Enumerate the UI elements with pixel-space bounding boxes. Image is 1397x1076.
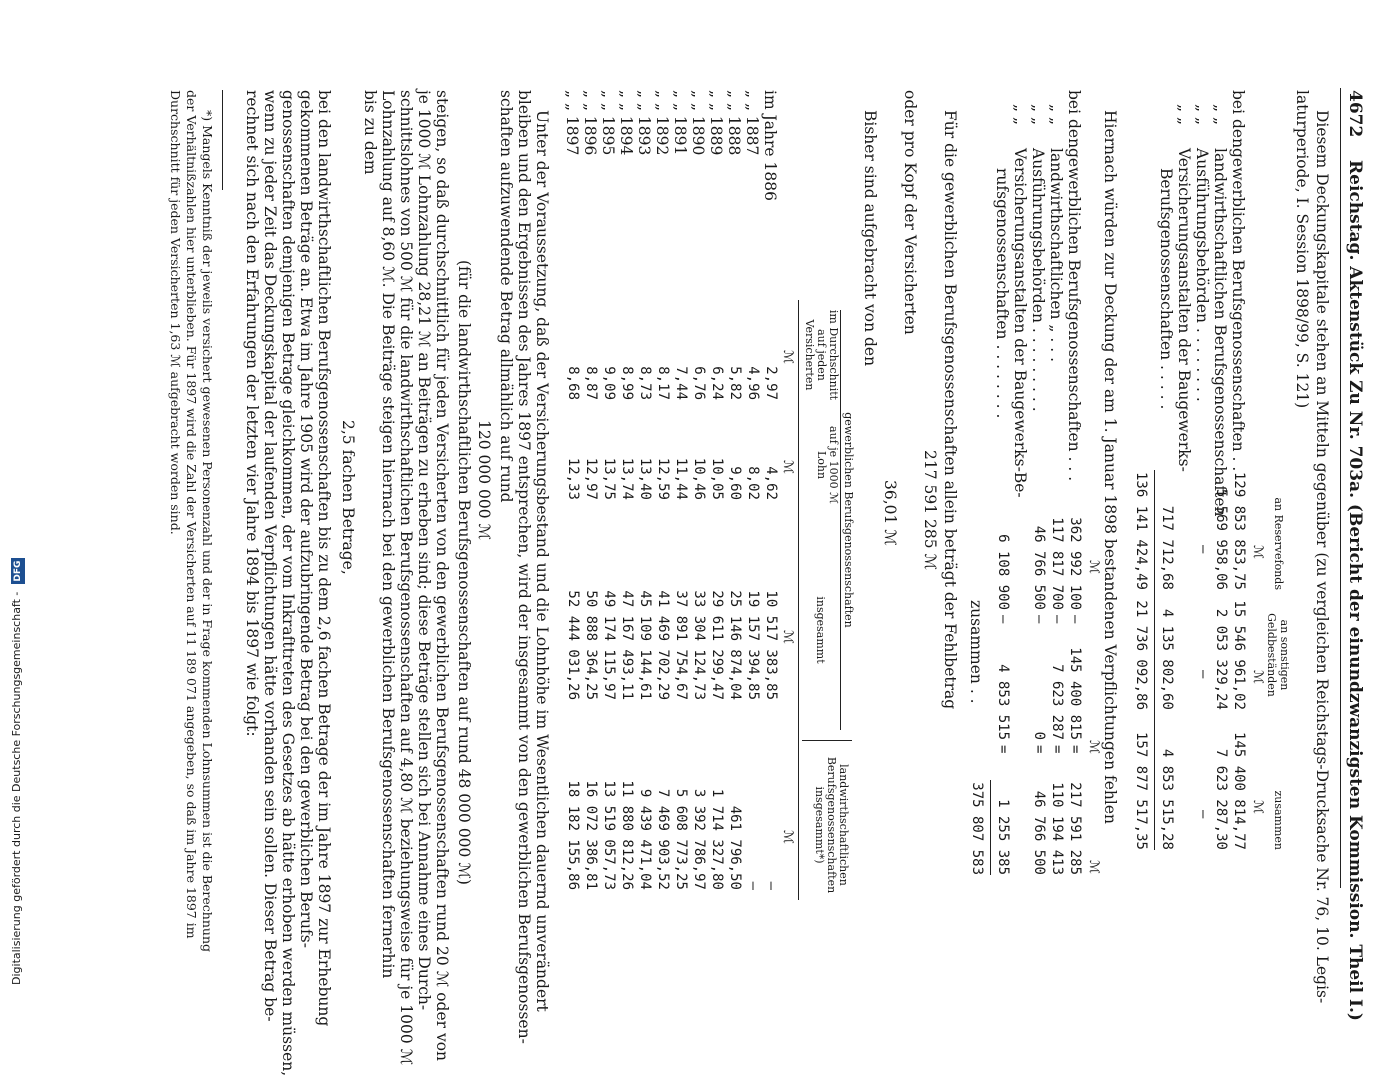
para3-line: steigen, so daß durchschnittlich für jeden Versicherten von den gewerblichen Berufsgenossenschaften rund 20 ℳ oder von: [433, 90, 451, 1062]
row-prefix: bei den: [1229, 90, 1247, 149]
para4-line: gekommenen Beträge an. Etwa im Jahre 1905 wird der aufzubringende Betrag bei den gewerblichen Berufs-: [297, 90, 315, 948]
para4-line: wenn zu jeder Zeit das Deckungskapital der laufenden Verpflichtungen hätte vorhanden sein sollen. Dieser Betrag be-: [261, 90, 279, 1022]
cell-value: 10,46: [691, 457, 707, 500]
row-prefix: „ „: [1193, 104, 1211, 125]
unit-label: ℳ: [1086, 560, 1101, 574]
row-label: rufsgenossenschaften . . . . . . . .: [993, 168, 1011, 419]
unit-label: ℳ: [1250, 670, 1265, 684]
para2-line: bleiben und den Ergebnissen des Jahres 1897 entsprechen, wird der insgesammt von den gewerblichen Berufsgenossen-: [515, 90, 533, 1044]
cell-value: 3 392 786,97: [691, 788, 707, 890]
cell-value: 13 519 057,73: [601, 780, 617, 890]
row-year: „ „ 1889: [707, 90, 725, 156]
row-prefix: „ „: [1175, 104, 1193, 125]
cell-value: 4,62: [763, 466, 779, 500]
table2-intro: Hiernach würden zur Deckung der am 1. Januar 1898 bestandenen Verpflichtungen fehlen: [1101, 110, 1119, 824]
cell-value: 110 194 413: [1049, 782, 1065, 875]
cell-value: 4 135 802,60: [1159, 608, 1175, 710]
para1-amount2: 36,01 ℳ: [881, 480, 899, 546]
cell-op: =: [1031, 745, 1047, 754]
para2-line: schaften aufzuwendende Betrag allmählich auf rund: [497, 90, 515, 503]
row-label: Ausführungsbehörden . . . . . . . . .: [1029, 148, 1047, 412]
cell-value: 6,76: [691, 366, 707, 400]
cell-value: 29 611 299,47: [709, 590, 725, 700]
cell-value: 8,02: [745, 466, 761, 500]
row-year: „ „ 1887: [743, 90, 761, 156]
cell-op: —: [1049, 615, 1065, 624]
cell-value: —: [1195, 545, 1211, 554]
cell-value: 47 167 493,11: [619, 590, 635, 700]
cell-op: —: [1067, 615, 1083, 624]
cell-value: 145 400 815: [1067, 647, 1083, 740]
cell-value: 4,96: [745, 366, 761, 400]
cell-value: 46 766 500: [1031, 790, 1047, 875]
total-value: 21 736 092,86: [1133, 600, 1149, 710]
para3-line: schnittslohnes von 500 ℳ für die landwirthschaftlichen Berufsgenossenschaften auf 4,80 ℳ beziehungsweise für je 1000 ℳ: [397, 90, 415, 1066]
row-year: „ „ 1891: [671, 90, 689, 156]
cell-value: 10 517 383,85: [763, 590, 779, 700]
cell-value: 217 591 285: [1067, 782, 1083, 875]
cell-value: 7 623 287: [1049, 664, 1065, 740]
cell-value: 15 546 961,02: [1231, 600, 1247, 710]
cell-value: 12,97: [583, 457, 599, 500]
amount-48-million: (für die landwirthschaftlichen Berufsgenossenschaften auf rund 48 000 000 ℳ): [455, 260, 473, 885]
row-year: „ „ 1897: [563, 90, 581, 156]
cell-value: —: [1195, 810, 1211, 819]
para1-line2: oder pro Kopf der Versicherten: [901, 90, 919, 335]
footnote-line: Durchschnitt für jeden Versicherten 1,63 ℳ aufgebracht worden sind.: [168, 90, 183, 535]
cell-op: —: [1031, 615, 1047, 624]
cell-value: 13,40: [637, 457, 653, 500]
row-prefix: „ „: [1047, 104, 1065, 125]
cell-value: 4 853 515: [995, 664, 1011, 740]
cell-value: 18 182 155,86: [565, 780, 581, 890]
cell-value: 49 174 115,97: [601, 590, 617, 700]
row-label: Versicherungsanstalten der Baugewerks-: [1175, 148, 1193, 472]
para4-line: genossenschaften demjenigen Betrage gleichkommen, der vom Inkrafttreten des Gesetzes ab hätte erhoben werden müssen,: [279, 90, 297, 1076]
cell-value: 5,82: [727, 366, 743, 400]
row-year: „ „ 1888: [725, 90, 743, 156]
cell-value: 362 992 100: [1067, 517, 1083, 610]
unit-label: ℳ: [1086, 740, 1101, 754]
para4-line: rechnet sich nach den Erfahrungen der letzten vier Jahre 1894 bis 1897 wie folgt:: [243, 90, 261, 737]
para1-amount1: 217 591 285 ℳ: [921, 450, 939, 571]
betrag-label: 2,5 fachen Betrage,: [339, 420, 357, 575]
cell-value: 8,68: [565, 366, 581, 400]
intro-line-2: laturperiode, I. Session 1898/99, S. 121): [1293, 90, 1311, 409]
group-header: gewerblichen Berufsgenossenschaften: [842, 412, 855, 628]
page-title: Reichstag. Aktenstück Zu Nr. 703a. (Bericht der einundzwanzigsten Kommission. Theil I.): [1345, 160, 1365, 1021]
para1-line1: Für die gewerblichen Berufsgenossenschaften allein beträgt der Fehlbetrag: [941, 110, 959, 710]
row-label: gewerblichen Berufsgenossenschaften . .: [1229, 148, 1247, 472]
row-prefix: „ „: [1011, 104, 1029, 125]
cell-value: 12,33: [565, 457, 581, 500]
cell-value: 9 439 471,04: [637, 788, 653, 890]
cell-value: 5 569 958,06: [1213, 488, 1229, 590]
cell-op: =: [1049, 745, 1065, 754]
cell-value: 25 146 874,04: [727, 590, 743, 700]
para2-line: Unter der Voraussetzung, daß der Versicherungsbestand und die Lohnhöhe im Wesentlichen dauernd unverändert: [533, 110, 551, 1012]
cell-value: 1 714 327,80: [709, 788, 725, 890]
cell-value: 13,75: [601, 457, 617, 500]
cell-value: 717 712,68: [1159, 505, 1175, 590]
cell-value: 52 444 031,26: [565, 590, 581, 700]
cell-value: 9,09: [601, 366, 617, 400]
cell-value: 7,44: [673, 366, 689, 400]
cell-value: 0: [1031, 731, 1047, 740]
cell-value: 145 400 814,77: [1231, 731, 1247, 850]
para3-line: je 1000 ℳ Lohnzahlung 28,21 ℳ an Beiträgen zu erheben sind; diese Beträge stellen sich bei Annahme eines Durch-: [415, 90, 433, 1011]
cell-value: 9,60: [727, 466, 743, 500]
cell-op: —: [995, 615, 1011, 624]
dfg-logo-icon: DFG: [11, 558, 25, 584]
unit-label: ℳ: [780, 460, 795, 474]
unit-label: ℳ: [780, 630, 795, 644]
cell-value: 8,73: [637, 366, 653, 400]
para3-line: Lohnzahlung auf 8,60 ℳ. Die Beiträge steigen hiernach bei den gewerblichen Berufsgenossenschaften fernerhin: [379, 90, 397, 979]
cell-value: 50 888 364,25: [583, 590, 599, 700]
cell-value: 11 880 812,26: [619, 780, 635, 890]
col-header-per-capita: im Durchschnitt auf jeden Versicherten: [803, 309, 840, 401]
row-label: landwirthschaftlichen „ . . .: [1047, 148, 1065, 363]
sidebar-credit: [0, 0, 23, 1000]
page-number: 4672: [1345, 90, 1365, 138]
total-label: zusammen . .: [967, 600, 985, 704]
cell-value: —: [745, 881, 761, 890]
intro-line-1: Diesem Deckungskapitale stehen an Mitteln gegenüber (zu vergleichen Reichstags-Drucksache Nr. 76, 10. Legis-: [1313, 110, 1331, 1004]
credit-text: Digitalisierung gefördert durch die Deutsche Forschungsgemeinschaft -: [10, 591, 23, 985]
cell-value: 13,74: [619, 457, 635, 500]
cell-value: 8,99: [619, 366, 635, 400]
row-prefix: bei den: [1065, 90, 1083, 149]
unit-label: ℳ: [780, 350, 795, 364]
cell-value: 33 304 124,73: [691, 590, 707, 700]
cell-value: 16 072 386,81: [583, 780, 599, 890]
cell-value: 129 853 853,75: [1231, 471, 1247, 590]
cell-value: 8,17: [655, 366, 671, 400]
para4-line: bei den landwirthschaftlichen Berufsgenossenschaften bis zu dem 2,6 fachen Betrage der im Jahre 1897 zur Erhebung: [315, 90, 333, 1027]
cell-value: 1 255 385: [995, 799, 1011, 875]
row-year: „ „ 1896: [581, 90, 599, 156]
cell-value: 41 469 702,29: [655, 590, 671, 700]
cell-value: 6,24: [709, 366, 725, 400]
row-year: im Jahre 1886: [761, 90, 779, 201]
footnote-line: *) Mangels Kenntniß der jeweils versichert gewesenen Personenzahl und der in Frage kommenden Lohnsummen ist die Berechnung: [200, 110, 215, 953]
cell-value: 7 623 287,30: [1213, 748, 1229, 850]
row-label: Ausführungsbehörden . . . . . . . .: [1193, 148, 1211, 402]
cell-value: 2,97: [763, 366, 779, 400]
cell-value: 5 608 773,25: [673, 788, 689, 890]
total-value: 157 877 517,35: [1133, 731, 1149, 850]
cell-op: =: [1067, 745, 1083, 754]
cell-value: 8,87: [583, 366, 599, 400]
cell-value: 461 796,50: [727, 805, 743, 890]
unit-label: ℳ: [1086, 860, 1101, 874]
cell-value: 2 053 329,24: [1213, 608, 1229, 710]
col-header-total: zusammen: [1272, 790, 1285, 850]
unit-label: ℳ: [1250, 545, 1265, 559]
cell-value: —: [1195, 670, 1211, 679]
cell-value: 11,44: [673, 457, 689, 500]
unit-label: ℳ: [1250, 800, 1265, 814]
total-value: 375 807 583: [969, 782, 985, 875]
para3-line: bis zu dem: [361, 90, 379, 175]
cell-value: 46 766 500: [1031, 525, 1047, 610]
footnote-line: der Verhältnißzahlen hier unterblieben. Für 1897 wird die Zahl der Versicherten auf 11 189 071 angegeben, so daß im Jahre 1897 im: [184, 90, 199, 939]
row-prefix: „ „: [1029, 104, 1047, 125]
cell-value: 37 891 754,67: [673, 590, 689, 700]
para1-line3: Bisher sind aufgebracht von den: [861, 110, 879, 367]
col-header-other: an sonstigen Geldbeständen: [1265, 613, 1291, 697]
row-label: landwirthschaftlichen Berufsgenossenschaften: [1211, 148, 1229, 517]
cell-value: 4 853 515,28: [1159, 748, 1175, 850]
row-year: „ „ 1893: [635, 90, 653, 156]
sidebar-credit-text: [10, 558, 25, 985]
row-year: „ „ 1895: [599, 90, 617, 156]
cell-op: =: [995, 745, 1011, 754]
row-year: „ „ 1890: [689, 90, 707, 156]
cell-value: 19 157 394,85: [745, 590, 761, 700]
row-label: Versicherungsanstalten der Baugewerks-Be-: [1011, 148, 1029, 498]
row-prefix: „ „: [1211, 104, 1229, 125]
cell-value: —: [763, 881, 779, 890]
total-value: 136 141 424,49: [1133, 471, 1149, 590]
cell-value: 12,59: [655, 457, 671, 500]
row-year: „ „ 1894: [617, 90, 635, 156]
col-header-total: insgesammt: [814, 596, 827, 664]
row-label: Berufsgenossenschaften . . . . .: [1157, 168, 1175, 410]
cell-value: 117 817 700: [1049, 517, 1065, 610]
cell-value: 10,05: [709, 457, 725, 500]
cell-value: 7 469 903,52: [655, 788, 671, 890]
row-year: „ „ 1892: [653, 90, 671, 156]
col-header-reserve: an Reservefonds: [1272, 497, 1285, 590]
row-label: gewerblichen Berufsgenossenschaften . . .: [1065, 148, 1083, 482]
cell-value: 6 108 900: [995, 534, 1011, 610]
unit-label: ℳ: [780, 830, 795, 844]
col-header-agri: landwirthschaftlichen Berufsgenossenschaften insgesammt*): [813, 756, 850, 894]
cell-value: 45 109 144,61: [637, 590, 653, 700]
col-header-per-1000: auf je 1000 ℳ Lohn: [815, 426, 840, 504]
amount-120-million: 120 000 000 ℳ: [475, 420, 493, 541]
